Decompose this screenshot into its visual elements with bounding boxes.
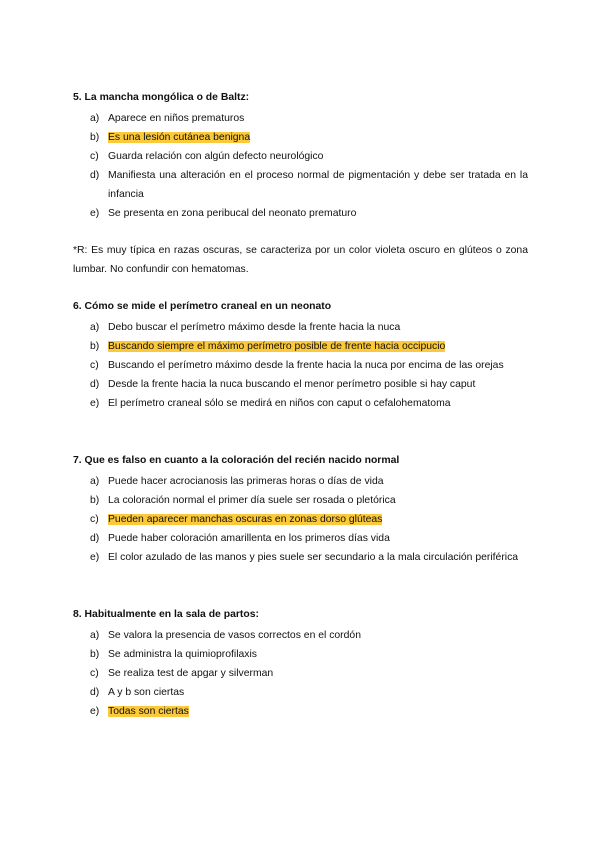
option-text: Guarda relación con algún defecto neurológico bbox=[108, 151, 324, 162]
option-letter: e) bbox=[90, 706, 100, 717]
option-text: El perímetro craneal sólo se medirá en niños con caput o cefalohematoma bbox=[108, 398, 451, 409]
option-letter: d) bbox=[90, 379, 100, 390]
question-8 bbox=[73, 607, 528, 721]
answer-option bbox=[73, 109, 528, 128]
option-text: Se valora la presencia de vasos correctos en el cordón bbox=[108, 630, 361, 641]
option-text: Todas son ciertas bbox=[108, 706, 189, 717]
answer-option bbox=[73, 394, 528, 413]
answer-options bbox=[73, 318, 528, 413]
question-title: 7. Que es falso en cuanto a la coloración del recién nacido normal bbox=[73, 455, 400, 466]
answer-option bbox=[73, 491, 528, 510]
question-5 bbox=[73, 90, 528, 223]
option-letter: d) bbox=[90, 170, 100, 181]
option-text: La coloración normal el primer día suele ser rosada o pletórica bbox=[108, 495, 396, 506]
answer-option bbox=[73, 472, 528, 491]
answer-option bbox=[73, 626, 528, 645]
option-letter: d) bbox=[90, 533, 100, 544]
option-text: Aparece en niños prematuros bbox=[108, 113, 245, 124]
option-letter: a) bbox=[90, 322, 100, 333]
answer-option bbox=[73, 664, 528, 683]
option-text: Buscando siempre el máximo perímetro posible de frente hacia occipucio bbox=[108, 341, 446, 352]
option-letter: c) bbox=[90, 151, 99, 162]
answer-option-highlighted bbox=[73, 702, 528, 721]
option-letter: c) bbox=[90, 360, 99, 371]
option-letter: b) bbox=[90, 495, 100, 506]
answer-option-highlighted bbox=[73, 510, 528, 529]
option-letter: e) bbox=[90, 208, 100, 219]
answer-options bbox=[73, 472, 528, 567]
question-6 bbox=[73, 299, 528, 413]
option-text: Debo buscar el perímetro máximo desde la frente hacia la nuca bbox=[108, 322, 401, 333]
answer-option bbox=[73, 375, 528, 394]
option-letter: e) bbox=[90, 552, 100, 563]
answer-option bbox=[73, 548, 528, 567]
answer-options bbox=[73, 626, 528, 721]
option-text: Puede haber coloración amarillenta en los primeros días vida bbox=[108, 533, 390, 544]
option-letter: a) bbox=[90, 630, 100, 641]
option-text: Es una lesión cutánea benigna bbox=[108, 132, 251, 143]
option-letter: d) bbox=[90, 687, 100, 698]
answer-note: *R: Es muy típica en razas oscuras, se caracteriza por un color violeta oscuro en glúteos o zona lumbar. No confundir con hematomas. bbox=[73, 245, 528, 275]
answer-option bbox=[73, 147, 528, 166]
option-text: Manifiesta una alteración en el proceso normal de pigmentación y debe ser tratada en la infancia bbox=[108, 170, 528, 200]
option-text: Se presenta en zona peribucal del neonato prematuro bbox=[108, 208, 357, 219]
option-letter: b) bbox=[90, 132, 100, 143]
option-letter: a) bbox=[90, 476, 100, 487]
option-text: El color azulado de las manos y pies suele ser secundario a la mala circulación periférica bbox=[108, 552, 519, 563]
answer-option bbox=[73, 318, 528, 337]
question-7 bbox=[73, 453, 528, 567]
option-letter: b) bbox=[90, 341, 100, 352]
option-letter: e) bbox=[90, 398, 100, 409]
option-text: Se administra la quimioprofilaxis bbox=[108, 649, 257, 660]
question-title: 6. Cómo se mide el perímetro craneal en un neonato bbox=[73, 301, 332, 312]
answer-option bbox=[73, 166, 528, 204]
answer-option bbox=[73, 356, 528, 375]
option-text: Pueden aparecer manchas oscuras en zonas dorso glúteas bbox=[108, 514, 383, 525]
answer-option-highlighted bbox=[73, 128, 528, 147]
option-letter: c) bbox=[90, 668, 99, 679]
answer-options bbox=[73, 109, 528, 223]
option-text: Se realiza test de apgar y silverman bbox=[108, 668, 274, 679]
answer-option bbox=[73, 683, 528, 702]
answer-option bbox=[73, 529, 528, 548]
option-letter: a) bbox=[90, 113, 100, 124]
option-text: Buscando el perímetro máximo desde la frente hacia la nuca por encima de las orejas bbox=[108, 360, 504, 371]
question-title: 5. La mancha mongólica o de Baltz: bbox=[73, 92, 250, 103]
answer-option bbox=[73, 204, 528, 223]
option-text: A y b son ciertas bbox=[108, 687, 185, 698]
answer-option-highlighted bbox=[73, 337, 528, 356]
option-letter: b) bbox=[90, 649, 100, 660]
option-text: Puede hacer acrocianosis las primeras horas o días de vida bbox=[108, 476, 384, 487]
option-letter: c) bbox=[90, 514, 99, 525]
option-text: Desde la frente hacia la nuca buscando el menor perímetro posible si hay caput bbox=[108, 379, 476, 390]
answer-option bbox=[73, 645, 528, 664]
question-title: 8. Habitualmente en la sala de partos: bbox=[73, 609, 259, 620]
